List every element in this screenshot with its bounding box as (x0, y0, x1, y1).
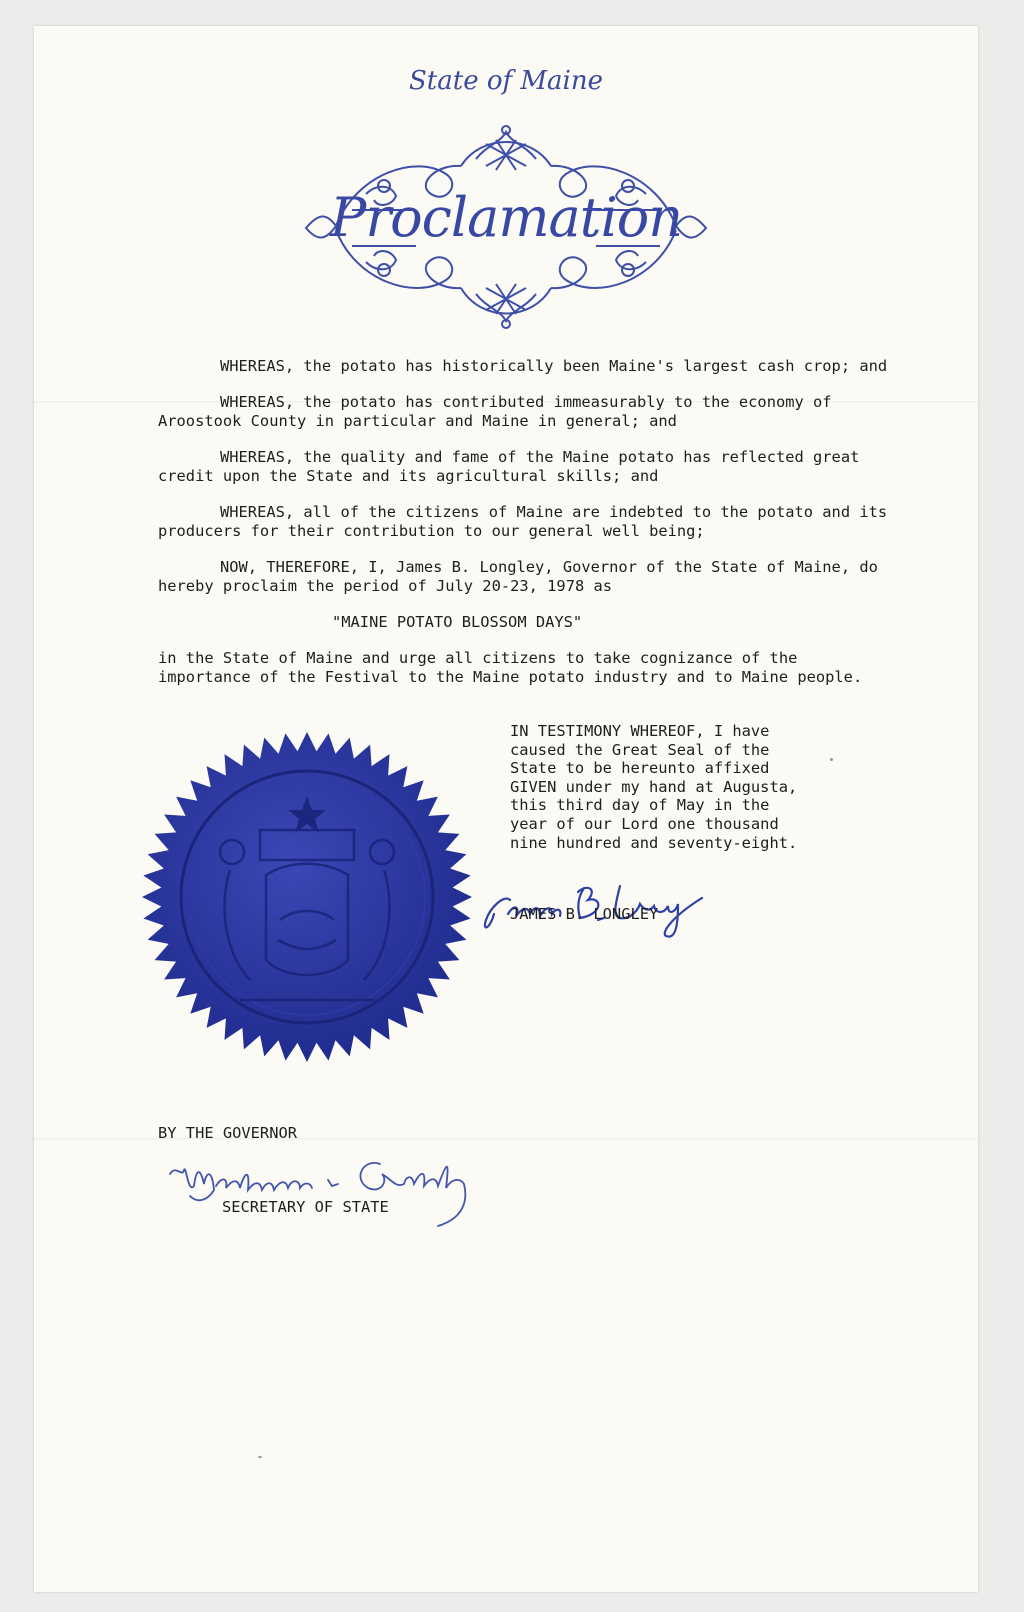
designation-line: "MAINE POTATO BLOSSOM DAYS" (332, 613, 583, 631)
closing-clause: in the State of Maine and urge all citizens to take cognizance of the importance of the Festival to the Maine potato industry and to Maine people. (158, 649, 863, 686)
testimony-block (510, 722, 830, 852)
secretary-signature-graphic (168, 1144, 488, 1230)
whereas-clause: WHEREAS, the potato has historically been Maine's largest cash crop; and (220, 357, 888, 375)
testimony-line: this third day of May in the (510, 796, 770, 815)
paper-speck (258, 1456, 262, 1458)
whereas-clause: WHEREAS, the quality and fame of the Maine potato has reflected great credit upon the State and its agricultural skills; and (158, 448, 860, 485)
governor-name: JAMES B. LONGLEY (510, 905, 659, 923)
by-the-governor-label: BY THE GOVERNOR (158, 1124, 297, 1142)
proclamation-body (158, 357, 888, 704)
testimony-line: IN TESTIMONY WHEREOF, I have (510, 722, 770, 740)
great-seal-icon (140, 730, 474, 1064)
testimony-line: year of our Lord one thousand (510, 814, 779, 833)
state-of-maine-heading: State of Maine (409, 66, 603, 96)
proclamation-clause: NOW, THEREFORE, I, James B. Longley, Governor of the State of Maine, do hereby proclaim the period of July 20-23, 1978 as (158, 558, 878, 595)
secretary-of-state-label: SECRETARY OF STATE (222, 1198, 389, 1216)
testimony-line: caused the Great Seal of the (510, 740, 770, 759)
whereas-clause: WHEREAS, all of the citizens of Maine are indebted to the potato and its producers for their contribution to our general well being; (158, 503, 888, 540)
proclamation-document (34, 26, 978, 1592)
testimony-line: State to be hereunto affixed (510, 759, 770, 778)
testimony-line: nine hundred and seventy-eight. (510, 833, 798, 852)
paper-speck (830, 758, 833, 761)
testimony-line: GIVEN under my hand at Augusta, (510, 777, 798, 796)
proclamation-title: Proclamation (329, 186, 683, 249)
whereas-clause: WHEREAS, the potato has contributed immeasurably to the economy of Aroostook County in particular and Maine in general; and (158, 393, 832, 430)
